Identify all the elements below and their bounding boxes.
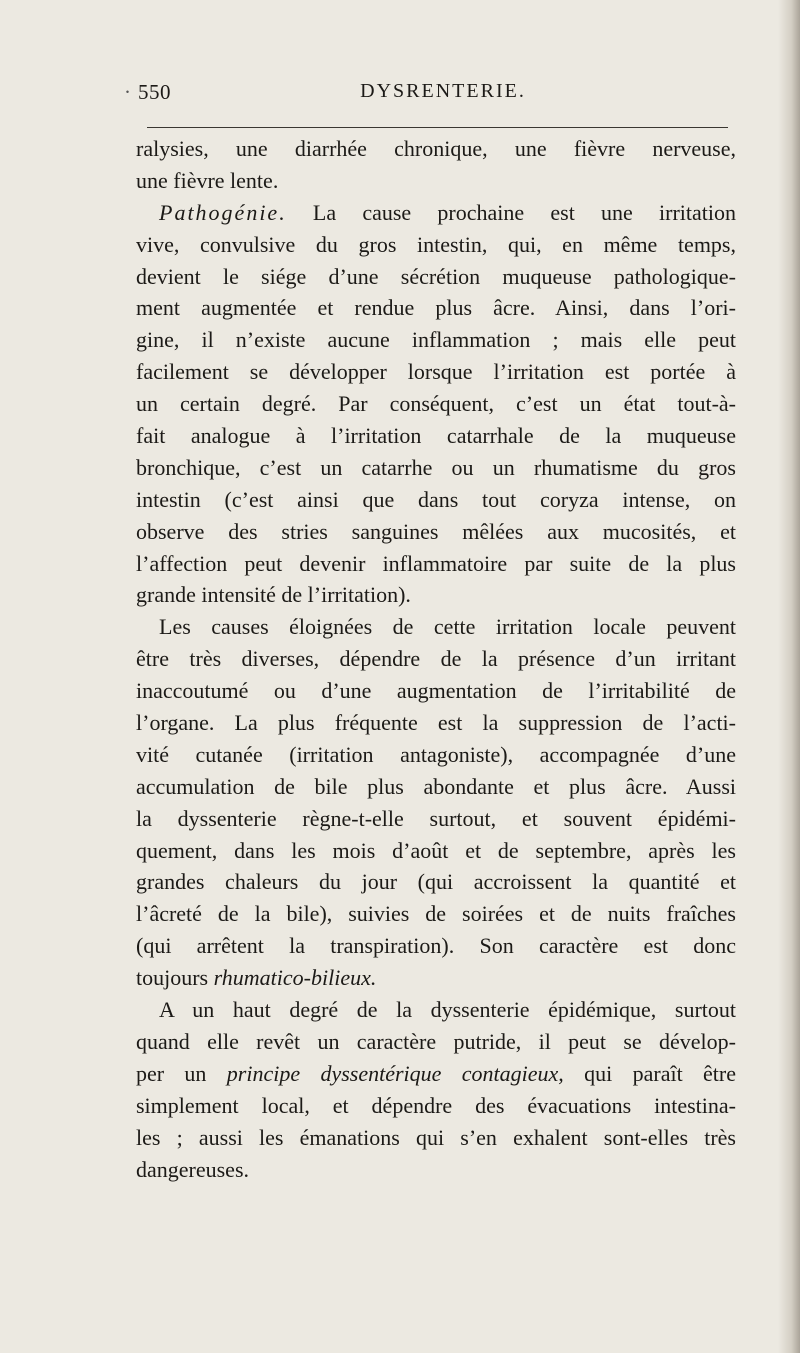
text-line: ment augmentée et rendue plus âcre. Ainsi, dans l’ori- [136, 295, 736, 321]
page-number: · 550 [138, 80, 171, 105]
text-line [136, 197, 736, 229]
text-line [136, 962, 736, 994]
text-line [136, 1058, 736, 1090]
text-line: A un haut degré de la dyssenterie épidémique, surtout [159, 997, 736, 1023]
italic-term: principe dyssentérique contagieux, [226, 1060, 564, 1086]
text-line: fait analogue à l’irritation catarrhale de la muqueuse [136, 423, 736, 449]
page-edge-shadow [778, 0, 800, 1353]
text-line: intestin (c’est ainsi que dans tout coryza intense, on [136, 486, 736, 512]
text-line: observe des stries sanguines mêlées aux mucosités, et [136, 518, 736, 544]
text-line: les ; aussi les émanations qui s’en exhalent sont-elles très [136, 1124, 736, 1150]
text-line: quement, dans les mois d’août et de septembre, après les [136, 837, 736, 863]
text-line: Les causes éloignées de cette irritation locale peuvent [159, 614, 736, 640]
running-title: DYSRENTERIE. [360, 80, 526, 102]
text-line: l’âcreté de la bile), suivies de soirées et de nuits fraîches [136, 901, 736, 927]
text-line: grande intensité de l’irritation). [136, 582, 411, 608]
text-line: une fièvre lente. [136, 167, 279, 193]
text-line: accumulation de bile plus abondante et plus âcre. Aussi [136, 773, 736, 799]
text-line: l’affection peut devenir inflammatoire par suite de la plus [136, 550, 736, 576]
text-line: vité cutanée (irritation antagoniste), accompagnée d’une [136, 741, 736, 767]
text-line: dangereuses. [136, 1156, 250, 1182]
header-rule [147, 127, 728, 128]
text-line: simplement local, et dépendre des évacuations intestina- [136, 1092, 736, 1118]
text-line-content: La cause prochaine est une irritation [286, 199, 736, 225]
text-line: inaccoutumé ou d’une augmentation de l’irritabilité de [136, 678, 736, 704]
text-line: (qui arrêtent la transpiration). Son caractère est donc [136, 933, 736, 959]
text-line: la dyssenterie règne-t-elle surtout, et souvent épidémi- [136, 805, 736, 831]
text-line-content: qui paraît être [563, 1060, 736, 1086]
text-line: être très diverses, dépendre de la présence d’un irritant [136, 646, 736, 672]
text-line: devient le siége d’une sécrétion muqueuse pathologique- [136, 263, 736, 289]
italic-term: rhumatico-bilieux. [213, 965, 377, 991]
text-line: facilement se développer lorsque l’irritation est portée à [136, 359, 736, 385]
section-heading-pathogenie: Pathogénie. [159, 199, 287, 225]
running-header [118, 80, 728, 112]
text-line: grandes chaleurs du jour (qui accroissent la quantité et [136, 869, 736, 895]
text-line-content: toujours [136, 965, 214, 991]
text-line: bronchique, c’est un catarrhe ou un rhumatisme du gros [136, 454, 736, 480]
body-text [136, 133, 736, 1185]
text-line: l’organe. La plus fréquente est la suppression de l’acti- [136, 710, 736, 736]
text-line: ralysies, une diarrhée chronique, une fièvre nerveuse, [136, 136, 736, 161]
text-line-content: per un [136, 1060, 227, 1086]
text-line: vive, convulsive du gros intestin, qui, en même temps, [136, 231, 736, 257]
text-line: gine, il n’existe aucune inflammation ; mais elle peut [136, 327, 736, 353]
text-line: un certain degré. Par conséquent, c’est un état tout-à- [136, 391, 736, 417]
text-line: quand elle revêt un caractère putride, il peut se dévelop- [136, 1028, 736, 1054]
